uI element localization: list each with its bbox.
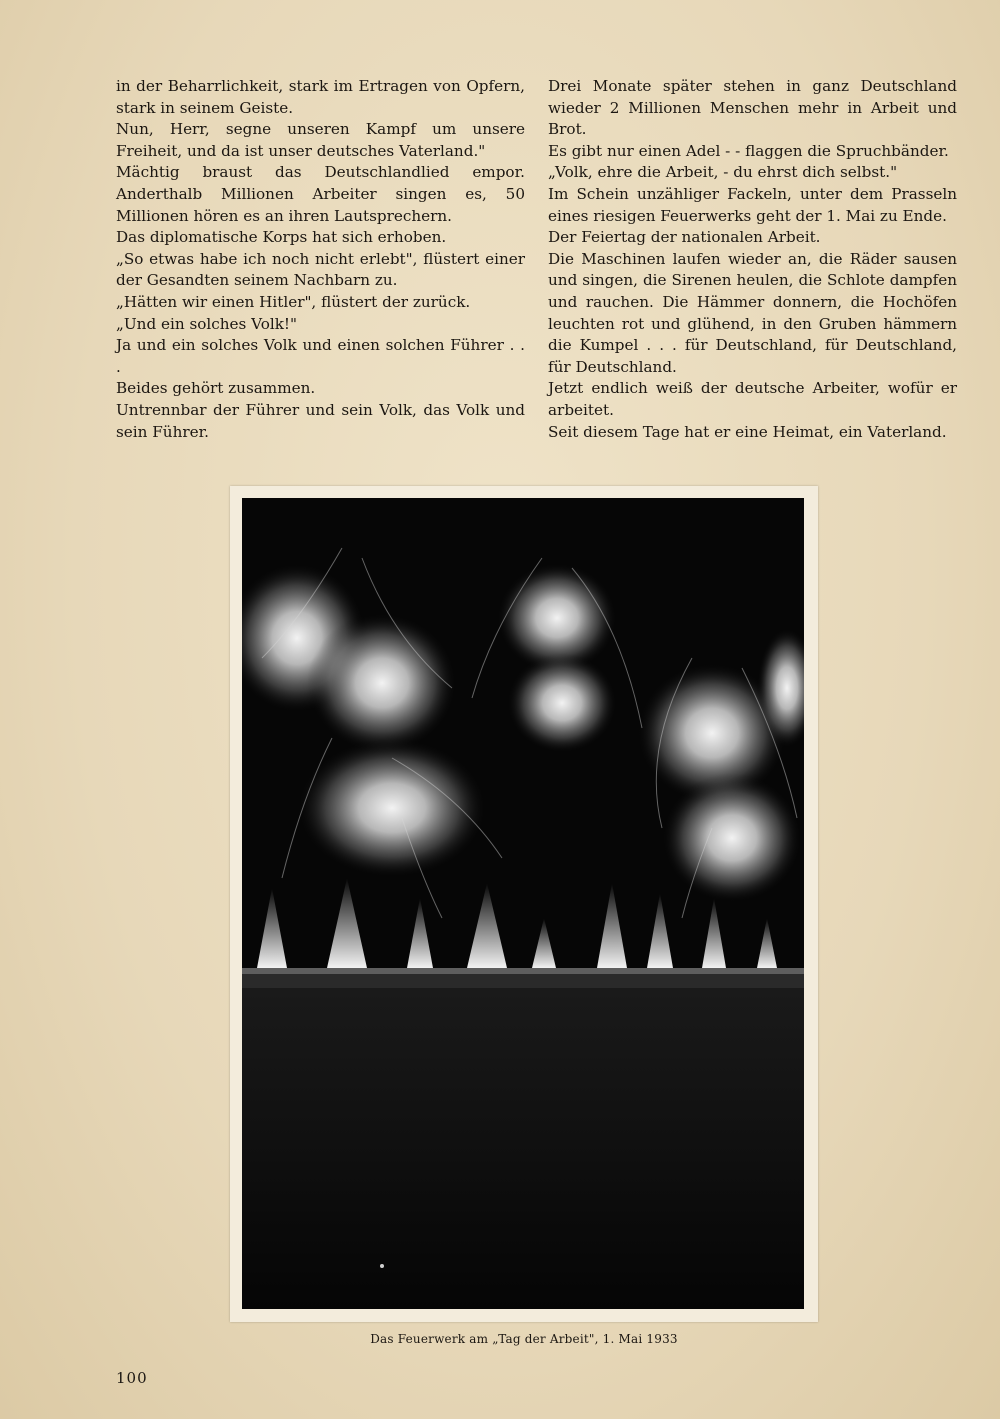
paragraph: Ja und ein solches Volk und einen solchen Führer . . . (116, 336, 525, 376)
paragraph: Die Maschinen laufen wieder an, die Räder sausen und singen, die Sirenen heulen, die Schlote dampfen und rauchen. Die Hämmer donnern, die Hochöfen leuchten rot und glühend, in den Gruben hämmern die Kumpel . . . für Deutschland, für Deutschland, für Deutschland. (548, 249, 957, 376)
paragraph: Mächtig braust das Deutschlandlied empor. Anderthalb Millionen Arbeiter singen es, 50 Millionen hören es an ihren Lautsprechern. (116, 163, 525, 225)
photo-mount (230, 486, 818, 1322)
paragraph: Untrennbar der Führer und sein Volk, das Volk und sein Führer. (116, 400, 525, 441)
paragraph: Im Schein unzähliger Fackeln, unter dem Prasseln eines riesigen Feuerwerks geht der 1. Mai zu Ende. (548, 184, 957, 225)
paragraph: „Und ein solches Volk!" (116, 314, 298, 333)
fireworks-illustration (242, 498, 804, 1309)
paragraph: Nun, Herr, segne unseren Kampf um unsere Freiheit, und da ist unser deutsches Vaterland." (116, 120, 525, 160)
paragraph: Jetzt endlich weiß der deutsche Arbeiter, wofür er arbeitet. (548, 379, 957, 419)
paragraph: Drei Monate später stehen in ganz Deutschland wieder 2 Millionen Menschen mehr in Arbeit und Brot. (548, 77, 957, 139)
photo-caption: Das Feuerwerk am „Tag der Arbeit", 1. Mai 1933 (370, 1332, 678, 1346)
fireworks-photo (242, 498, 804, 1309)
paragraph: Es gibt nur einen Adel - - flaggen die Spruchbänder. (548, 141, 949, 160)
paragraph: Beides gehört zusammen. (116, 379, 316, 398)
paragraph: „So etwas habe ich noch nicht erlebt", flüstert einer der Gesandten seinem Nachbarn zu. (116, 249, 525, 290)
paragraph: Der Feiertag der nationalen Arbeit. (548, 228, 821, 247)
paragraph: „Hätten wir einen Hitler", flüstert der zurück. (116, 292, 471, 311)
page-number: 100 (116, 1369, 148, 1387)
paragraph: Seit diesem Tage hat er eine Heimat, ein Vaterland. (548, 422, 947, 441)
right-text-column (548, 76, 957, 443)
left-text-column (116, 76, 525, 443)
paragraph: „Volk, ehre die Arbeit, - du ehrst dich selbst." (548, 163, 898, 182)
paragraph: in der Beharrlichkeit, stark im Ertragen von Opfern, stark in seinem Geiste. (116, 77, 525, 117)
paragraph: Das diplomatische Korps hat sich erhoben. (116, 228, 447, 247)
